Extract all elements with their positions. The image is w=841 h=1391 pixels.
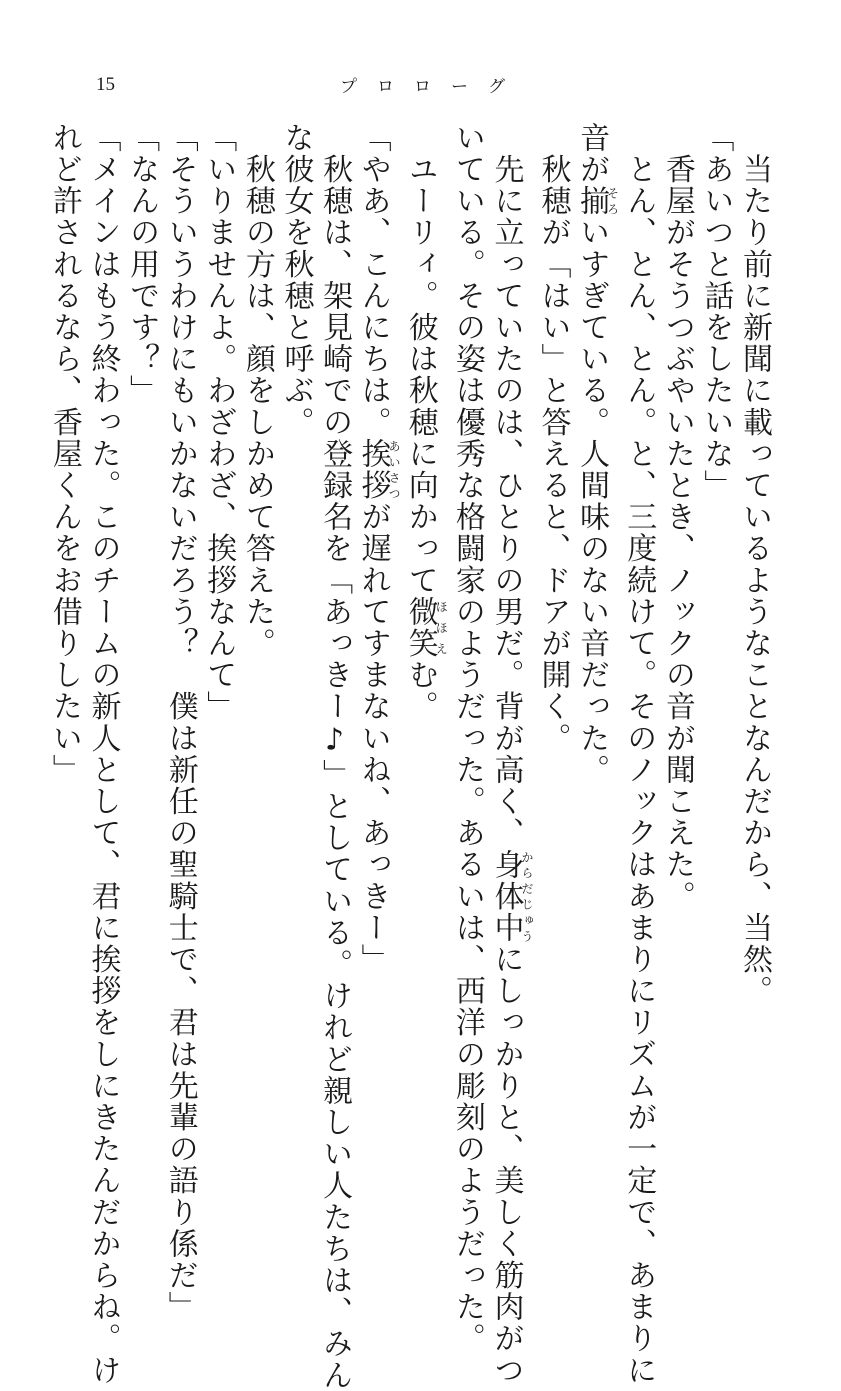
text-line — [734, 122, 773, 1122]
text-line — [199, 122, 238, 1122]
page-number: 15 — [96, 74, 115, 95]
text-line — [657, 122, 696, 1122]
text-line — [44, 122, 83, 1122]
text-segment: 「なんの用です？」 — [124, 122, 160, 407]
text-line — [83, 122, 122, 1386]
text-segment: 「そういうわけにもいかないだろう？ 僕は新任の聖騎士で、君は先輩の語り係だ」 — [162, 122, 198, 1323]
text-line — [533, 122, 572, 1122]
ruby-reading: からだじゅう — [519, 848, 534, 944]
text-line — [696, 122, 735, 1122]
text-line — [486, 122, 534, 1387]
text-line — [400, 122, 447, 1122]
text-segment: 「やあ、こんにちは。 — [355, 122, 391, 438]
ruby-base: 揃 — [574, 185, 610, 217]
text-segment: 「メインはもう終わった。このチームの新人として、君に挨拶をしにきたんだからね。け — [85, 122, 121, 1386]
text-segment: いている。その姿は優秀な格闘家のようだった。あるいは、西洋の彫刻のようだった。 — [449, 122, 485, 1355]
text-segment: 先に立っていたのは、ひとりの男だ。背が高く、 — [488, 122, 524, 849]
text-segment: れど許されるなら、香屋くんをお借りしたい」 — [46, 122, 82, 786]
text-line — [122, 122, 161, 1122]
text-line — [447, 122, 486, 1355]
ruby-word — [574, 185, 620, 217]
text-segment: にしっかりと、美しく筋肉がつ — [488, 943, 524, 1387]
text-line — [237, 122, 276, 1122]
ruby-word — [402, 596, 449, 660]
text-segment: いすぎている。人間味のない音だった。 — [574, 216, 610, 786]
text-segment: 「いりませんよ。わざわざ、挨拶なんて」 — [201, 122, 237, 723]
ruby-base: 微笑 — [402, 596, 438, 660]
text-line — [314, 122, 353, 1391]
ruby-word — [488, 848, 534, 944]
text-line — [572, 122, 619, 1122]
text-segment: 秋穂は、架見崎での登録名を「あっきー♪」としている。けれど親しい人たちは、みん — [317, 122, 353, 1391]
ruby-reading: あいさつ — [387, 438, 402, 502]
ruby-reading: そろ — [605, 185, 620, 217]
ruby-word — [355, 438, 402, 502]
text-line — [160, 122, 199, 1323]
text-segment: 「あいつと話をしたいな」 — [698, 122, 734, 502]
text-segment: 音が — [574, 122, 610, 186]
ruby-base: 身体中 — [488, 848, 524, 944]
ruby-reading: ほほえ — [434, 596, 449, 660]
text-segment: 秋穂の方は、顔をしかめて答えた。 — [239, 122, 275, 660]
text-segment: む。 — [402, 659, 438, 723]
text-segment: とん、とん、とん。と、三度続けて。そのノックはあまりにリズムが一定で、あまりに — [621, 122, 657, 1386]
text-segment: ユーリィ。彼は秋穂に向かって — [402, 122, 438, 596]
body-text — [44, 122, 773, 1391]
text-segment: 香屋がそうつぶやいたとき、ノックの音が聞こえた。 — [659, 122, 695, 912]
running-head: プロローグ — [340, 77, 525, 97]
text-segment: 当たり前に新聞に載っているようなことなんだから、当然。 — [737, 122, 772, 1007]
text-segment: な彼女を秋穂と呼ぶ。 — [278, 122, 314, 438]
text-segment: 秋穂が「はい」と答えると、ドアが開く。 — [535, 122, 571, 754]
text-line — [276, 122, 315, 1122]
text-segment: が遅れてすまないね、あっきー」 — [355, 501, 391, 976]
text-line — [353, 122, 400, 1122]
ruby-base: 挨拶 — [355, 438, 391, 502]
text-line — [619, 122, 658, 1386]
